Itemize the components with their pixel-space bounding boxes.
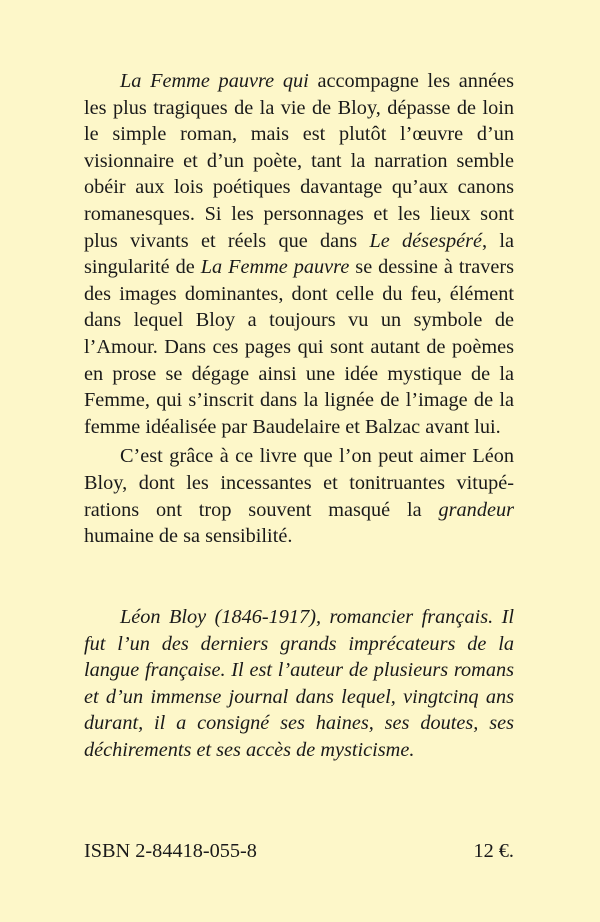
intro-paragraph-2: [84, 443, 514, 549]
emphasis-italic: grandeur: [438, 498, 514, 521]
intro-text-5: humaine de sa sensibilité.: [84, 525, 293, 548]
back-cover-text: [84, 68, 514, 550]
title-italic-3: La Femme pauvre: [200, 256, 350, 279]
intro-paragraph-1: [84, 68, 514, 440]
intro-text-4: C’est grâce à ce livre que l’on peut aimer Léon Bloy, dont les incessantes et tonitruantes vitupérations ont trop souvent masqué la: [84, 445, 514, 521]
title-italic-2: Le désespéré: [369, 229, 482, 252]
footer: [84, 838, 514, 864]
title-italic-1: La Femme pauvre qui: [120, 70, 309, 92]
price: 12 €.: [473, 840, 514, 862]
intro-text-3: se dessine à travers des images dominantes, dont celle du feu, élément dans lequel Bloy a toujours vu un symbole de l’Amour. Dans ces pages qui sont autant de poèmes en prose se dégage ainsi une idée mystique de la Femme, qui s’inscrit dans la lignée de l’image de la femme idéalisée par Baudelaire et Balzac avant lui.: [84, 256, 514, 438]
intro-text-1: accompagne les années les plus tragiques de la vie de Bloy, dépasse de loin le simple roman, mais est plutôt l’œuvre d’un visionnaire et d’un poète, tant la narration semble obéir aux lois poétiques davantage qu’aux canons romanesques. Si les personnages et les lieux sont plus vivants et réels que dans: [84, 70, 514, 252]
intro-text-2: , la singularité de: [84, 229, 514, 279]
isbn: ISBN 2-84418-055-8: [84, 840, 257, 862]
author-bio: Léon Bloy (1846-1917), romancier français. Il fut l’un des derniers grands imprécateurs de la langue française. Il est l’auteur de plusieurs romans et d’un immense journal dans lequel, vingtcinq ans durant, il a consigné ses haines, ses doutes, ses déchirements et ses accès de mysticisme.: [84, 606, 514, 761]
